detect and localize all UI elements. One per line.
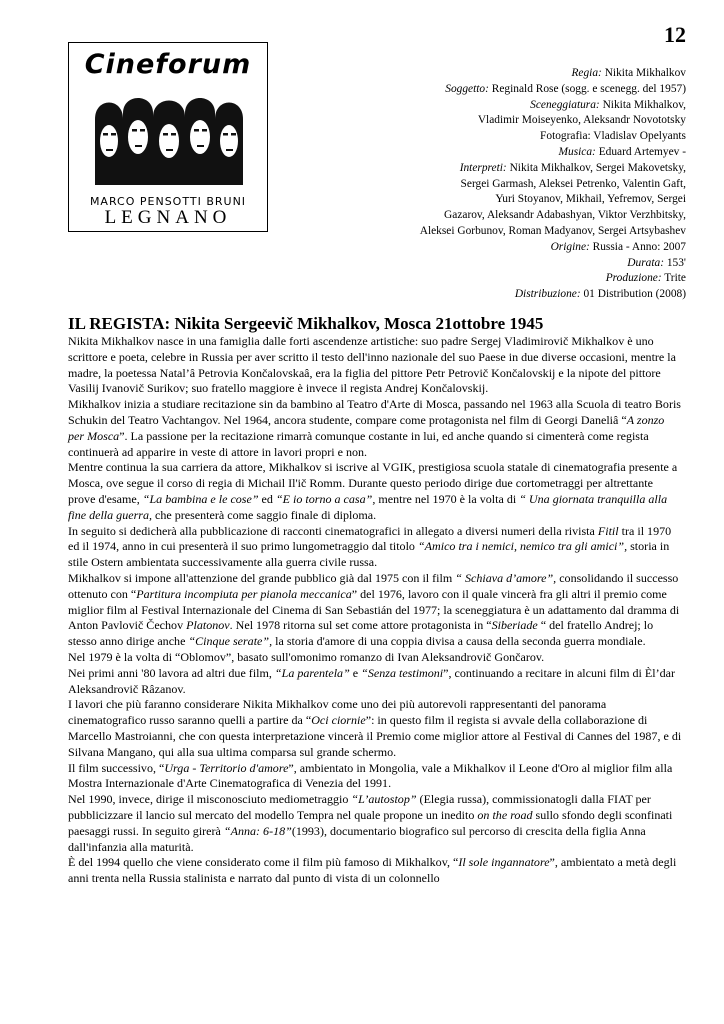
logo-city: LEGNANO [104,207,232,228]
credit-line [306,82,686,98]
credit-line [306,66,686,82]
credit-line [306,129,686,145]
body-paragraph [68,571,683,650]
italic-title: “ Una giornata tranquilla alla fine della guerra, [68,491,668,522]
italic-title: “Amico tra i nemici, nemico tra gli amici”, [417,539,628,554]
text-run: Nikita Mikhalkov nasce in una famiglia dalle forti ascendenze artistiche: suo padre Sergej Vladimirovič Mikhalkov è uno scrittore e poeta, celebre in Russia per aver scritto il testo dell'inno nazionale del suo Paese in due diverse occasioni, mentre la madre, la poetessa Natal’â Petrovia Končalovskaâ, era la figlia del pittore Petr Petrovič Končalovskij e la nipote del pittore Vasilij Ivanovič Surikov; suo fratello maggiore è invece il regista Andrej Končalovskij. [68,334,676,396]
credit-value: 01 Distribution (2008) [580,288,686,301]
credit-value: Trite [661,272,686,285]
credit-line [306,192,686,208]
italic-title: Siberiade [491,618,538,633]
italic-title: “La bambina e le cose” [142,491,259,506]
italic-title: “Cinque serate”, [188,634,273,649]
film-credits [306,66,686,303]
credit-label: Sceneggiatura: [530,98,600,111]
credit-line [306,177,686,193]
credit-value: Nikita Mikhalkov, [599,98,686,111]
credit-label: Musica: [558,145,596,158]
italic-title: Il sole ingannatore [458,855,550,870]
body-paragraph [68,697,683,760]
credit-value: Russia - Anno: 2007 [589,240,686,253]
credit-line [306,224,686,240]
text-run: ”, ambientato a metà degli anni trenta nella Russia stalinista e narrato dal punto di vista di un colonnello [68,855,677,886]
text-run: Mikhalkov inizia a studiare recitazione sin da bambino al Teatro d'Arte di Mosca, passando nel 1963 alla Scuola di teatro Boris Schukin del Teatro Vachtangov. Nel 1964, ancora studente, compare come protagonista nel film di Georgi Daneliâ “ [68,397,681,427]
credit-line [306,271,686,287]
credit-value: Eduard Artemyev - [595,145,686,158]
credit-value: Vladimir Moiseyenko, Aleksandr Novototsky [477,114,686,127]
text-run: ”. La passione per la recitazione rimarrà comunque costante in lui, ed anche quando si cimenterà come regista continuerà ad apparire in veste di attore in lavori propri e non. [68,428,649,459]
body-paragraph [68,397,683,460]
text-run: ”, ambientato in Mongolia, vale a Mikhalkov il Leone d'Oro al miglior film alla Mostra Internazionale d'Arte Cinematografica di Venezia del 1991. [68,760,673,791]
credit-line [306,208,686,224]
body-paragraph [68,460,683,523]
logo-subtitle: MARCO PENSOTTI BRUNI [89,195,247,208]
credit-label: Soggetto: [445,82,489,95]
text-run: consolidando il successo ottenuto con “ [68,570,679,601]
text-run: ed [258,491,276,506]
text-run: ”, continuando a recitare in alcuni film di Èl’dar Aleksandrovič Râzanov. [68,665,675,696]
italic-title: “E io torno a casa”, [275,491,376,506]
italic-title: “ Schiava d’amore”, [455,570,557,585]
text-run: . Nel 1978 ritorna sul set come attore protagonista in “ [229,618,492,633]
text-run: che presenterà come saggio finale di diploma. [151,507,377,522]
text-run: (Elegia russa), commissionatogli dalla FIAT per pubblicizzare il lancio sul mercato del modello Tempra nel quale propone un inedito [68,792,651,822]
body-paragraph [68,666,683,698]
italic-title: Platonov [186,618,230,633]
credit-value: 153' [664,256,686,269]
credit-label: Durata: [627,256,664,269]
text-run: e [349,665,362,680]
body-paragraph [68,792,683,855]
body-paragraph [68,524,683,571]
body-paragraph [68,761,683,793]
section-title: IL REGISTA: Nikita Sergeevič Mikhalkov, Mosca 21ottobre 1945 [68,314,544,333]
text-run: In seguito si dedicherà alla pubblicazione di racconti cinematografici in allegato a diversi numeri della rivista [68,523,598,538]
credit-value: Aleksei Gorbunov, Roman Madyanov, Sergei Artsybashev [419,224,686,237]
italic-title: “Senza testimoni [361,665,444,680]
cineforum-logo [68,42,268,232]
italic-title: Urga - Territorio d'amore [164,760,289,775]
italic-title: Partitura incompiuta per pianola meccanica [136,586,352,601]
credit-label: Produzione: [605,272,662,285]
text-run: storia in stile Ostern ambientata successivamente alla guerra civile russa. [68,539,670,570]
text-run: Mikhalkov si impone all'attenzione del grande pubblico già dal 1975 con il film [68,570,456,585]
italic-title: “La parentela” [274,665,350,680]
text-run: ”: in questo film il regista si avvale della collaborazione di Marcello Mastroianni, che con questa interpretazione vincerà il Premio come miglior attore al Festival di Cannes del 1987, e di Silvana Mangano, qui alla sua ultima comparsa sul grande schermo. [68,713,682,759]
body-paragraph [68,855,683,887]
credit-value: Reginald Rose (sogg. e scenegg. del 1957) [488,82,686,95]
credit-line [306,161,686,177]
text-run: Nel 1990, invece, dirige il misconosciuto mediometraggio [68,792,352,807]
credit-value: Nikita Mikhalkov, Sergei Makovetsky, [506,161,686,174]
credit-value: Nikita Mikhalkov [601,67,686,79]
text-run: ” del 1976, lavoro con il quale vincerà fra gli altri il premio come miglior film al Festival Internazionale del Cinema di San Sebastián del 1977; la sceneggiatura è un adattamento dal dramma di Anton Pavlovič Čechov [68,586,680,633]
credit-line [306,287,686,303]
italic-title: Fitil [597,523,619,538]
logo-title: Cineforum [84,49,252,80]
italic-title: Oci ciornie [311,713,366,728]
italic-title: “Anna: 6-18” [223,823,292,838]
credit-label: Origine: [550,240,590,253]
text-run: Nel 1979 è la volta di “Oblomov”, basato sull'omonimo romanzo di Ivan Aleksandrovič Gončarov. [68,649,545,664]
credit-line [306,256,686,272]
text-run: tra il 1970 ed il 1974, anno in cui presenterà il suo primo lungometraggio dal titolo [68,523,672,554]
italic-title: on the road [477,807,533,822]
credit-line [306,145,686,161]
italic-title: “L’autostop” [351,792,417,807]
text-run: I lavori che più faranno considerare Nikita Mikhalkov come uno dei più autorevoli rappresentanti del panorama cinematografico russo saranno quelli a partire da “ [68,697,607,728]
text-run: È del 1994 quello che viene considerato come il film più famoso di Mikhalkov, “ [68,855,459,870]
text-run: (1993), documentario biografico sul percorso di crescita della figlia Anna dall'infanzia alla maturità. [68,823,646,854]
article-body [68,334,683,887]
credit-label: Regia: [571,67,602,79]
credit-line [306,240,686,256]
body-paragraph [68,334,683,397]
text-run: Mentre continua la sua carriera da attore, Mikhalkov si iscrive al VGIK, prestigiosa scuola statale di cinematografia presente a Mosca, ove segue il corso di regia di Michail Il'ič Romm. Durante questo periodo dirige due cortometraggi per altrettante prove d'esame, [68,460,678,506]
credit-line [306,98,686,114]
text-run: Nei primi anni '80 lavora ad altri due film, [68,665,275,680]
credit-label: Interpreti: [459,161,507,174]
credit-label: Distribuzione: [514,288,581,301]
text-run: mentre nel 1970 è la volta di [375,491,520,506]
text-run: la storia d'amore di una coppia divisa a causa della seconda guerra mondiale. [272,634,646,649]
text-run: “ del fratello Andrej; lo stesso anno dirige anche [68,618,654,649]
text-run: sullo sfondo degli sconfinati paesaggi russi. In seguito girerà [68,807,673,838]
credit-value: Fotografia: Vladislav Opelyants [540,130,686,143]
body-paragraph [68,650,683,666]
credit-value: Gazarov, Aleksandr Adabashyan, Viktor Verzhbitsky, [444,209,686,222]
credit-line [306,113,686,129]
credit-value: Sergei Garmash, Aleksei Petrenko, Valentin Gaft, [460,177,686,190]
italic-title: A zonzo per Mosca [68,412,665,443]
text-run: Il film successivo, “ [68,760,165,775]
faces-illustration [89,89,249,189]
credit-value: Yuri Stoyanov, Mikhail, Yefremov, Sergei [495,193,686,206]
page-number: 12 [664,22,686,47]
